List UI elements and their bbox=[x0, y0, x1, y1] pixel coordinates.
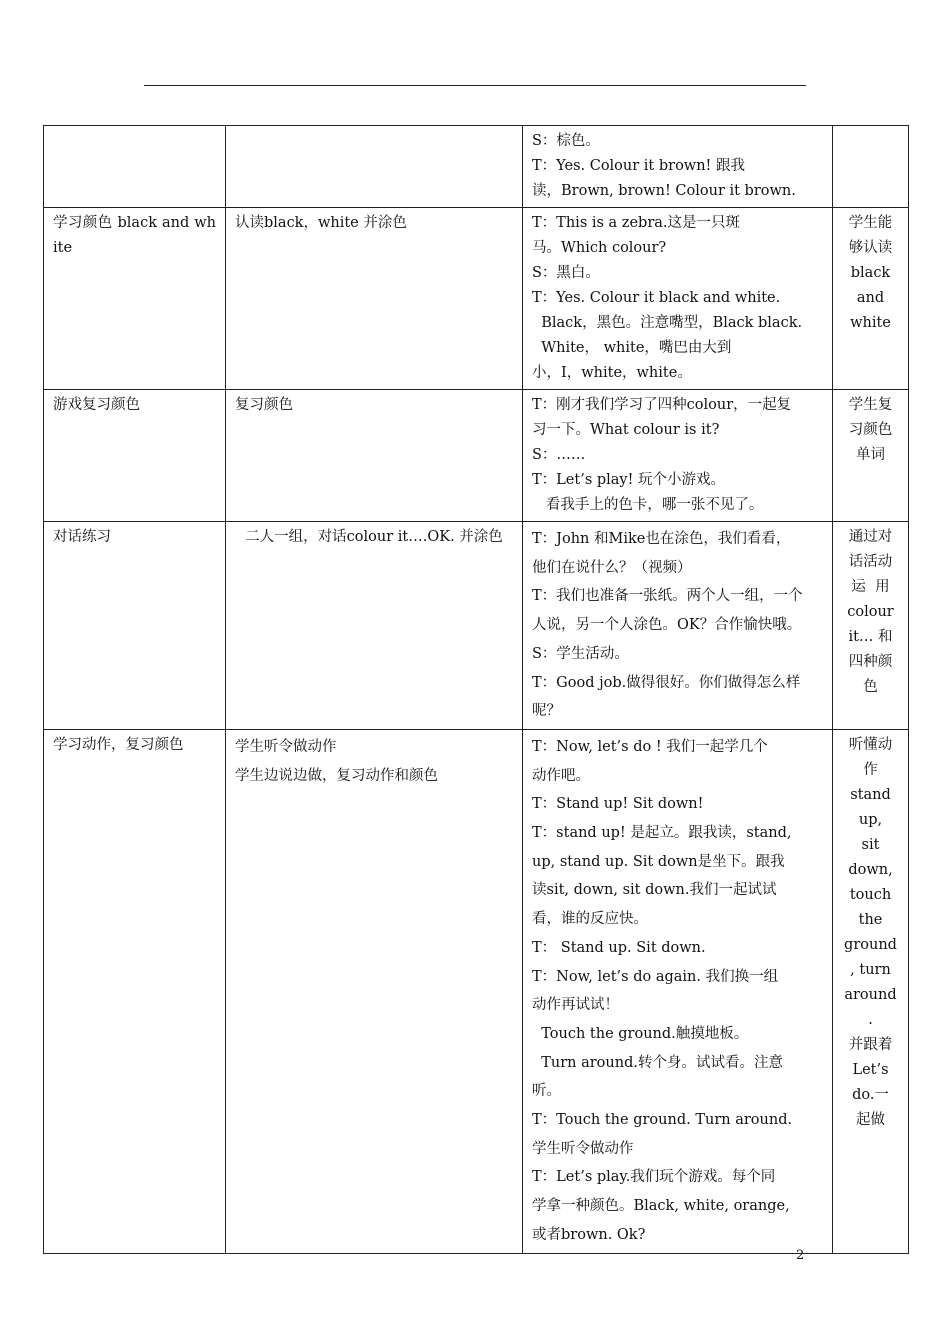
goal-line: 色 bbox=[863, 679, 878, 695]
student-activity-cell bbox=[226, 390, 523, 522]
teacher-line: 人说，另一个人涂色。OK？合作愉快哦。 bbox=[532, 617, 802, 634]
table-row bbox=[44, 729, 909, 1253]
teacher-line: 看我手上的色卡，哪一张不见了。 bbox=[532, 497, 764, 513]
student-line: 学生听令做动作 bbox=[235, 738, 337, 755]
step-label: 游戏复习颜色 bbox=[53, 397, 140, 413]
goal-line: 并跟着 bbox=[848, 1036, 893, 1053]
step-cell bbox=[44, 522, 226, 730]
teacher-activity-cell bbox=[523, 729, 833, 1253]
teacher-line: S：棕色。 bbox=[532, 133, 600, 149]
teacher-line: T：Good job.做得很好。你们做得怎么样 bbox=[532, 674, 801, 691]
header-rule bbox=[144, 85, 806, 86]
teacher-line: 习一下。What colour is it? bbox=[532, 422, 720, 438]
step-cell bbox=[44, 126, 226, 208]
teacher-line: 动作吧。 bbox=[532, 767, 590, 784]
teacher-line: T：Touch the ground. Turn around. bbox=[532, 1112, 793, 1129]
student-line: 学生边说边做，复习动作和颜色 bbox=[235, 767, 438, 784]
goal-line: 运 用 bbox=[851, 579, 890, 595]
goal-line: 够认读 bbox=[848, 240, 893, 256]
student-line: 认读black，white 并涂色 bbox=[235, 215, 407, 231]
teacher-line: T：Yes. Colour it black and white. bbox=[532, 290, 781, 306]
goal-line: ground bbox=[844, 936, 897, 953]
teacher-line: up, stand up. Sit down是坐下。跟我 bbox=[532, 853, 785, 870]
student-line: 复习颜色 bbox=[235, 397, 293, 413]
goal-cell bbox=[833, 522, 909, 730]
teacher-line: T：Yes. Colour it brown! 跟我 bbox=[532, 158, 745, 174]
goal-cell bbox=[833, 729, 909, 1253]
teacher-line: S：黑白。 bbox=[532, 265, 600, 281]
teacher-activity-cell bbox=[523, 126, 833, 208]
goal-line: up, bbox=[858, 811, 883, 828]
goal-line: 学生能 bbox=[848, 215, 893, 231]
goal-line: 起做 bbox=[856, 1111, 885, 1128]
teacher-activity-cell bbox=[523, 390, 833, 522]
table-row bbox=[44, 390, 909, 522]
step-label: 学习动作，复习颜色 bbox=[53, 736, 184, 753]
goal-line: . bbox=[868, 1011, 873, 1028]
goal-cell bbox=[833, 208, 909, 390]
table-row bbox=[44, 126, 909, 208]
teacher-line: 读，Brown, brown! Colour it brown. bbox=[532, 183, 796, 199]
step-cell bbox=[44, 208, 226, 390]
goal-line: 作 bbox=[863, 761, 878, 778]
goal-line: the bbox=[858, 911, 883, 928]
goal-line: 学生复 bbox=[848, 397, 893, 413]
teacher-line: 他们在说什么？（视频） bbox=[532, 559, 692, 576]
teacher-line: Black，黑色。注意嘴型，Black black. bbox=[532, 315, 803, 331]
goal-line: it… 和 bbox=[848, 629, 893, 645]
goal-line: white bbox=[850, 315, 891, 331]
goal-line: 单词 bbox=[856, 447, 885, 463]
goal-line: sit bbox=[861, 836, 880, 853]
student-activity-cell bbox=[226, 126, 523, 208]
student-activity-cell bbox=[226, 522, 523, 730]
goal-line: 听懂动 bbox=[848, 736, 893, 753]
goal-line: touch bbox=[849, 886, 892, 903]
goal-line: down, bbox=[848, 861, 893, 878]
page-number: 2 bbox=[796, 1248, 805, 1263]
goal-line: do.一 bbox=[852, 1086, 889, 1103]
goal-cell bbox=[833, 126, 909, 208]
goal-line: 四种颜 bbox=[848, 654, 893, 670]
teacher-line: 或者brown. Ok? bbox=[532, 1226, 646, 1243]
teacher-activity-cell bbox=[523, 522, 833, 730]
step-cell bbox=[44, 729, 226, 1253]
goal-line: 习颜色 bbox=[848, 422, 893, 438]
teacher-line: T：John 和Mike也在涂色，我们看看， bbox=[532, 531, 791, 547]
teacher-line: S：…… bbox=[532, 447, 586, 463]
teacher-line: T：stand up! 是起立。跟我读，stand, bbox=[532, 825, 792, 842]
teacher-line: T：我们也准备一张纸。两个人一组，一个 bbox=[532, 588, 803, 605]
goal-line: 通过对 bbox=[848, 529, 893, 545]
table-row bbox=[44, 208, 909, 390]
student-activity-cell bbox=[226, 208, 523, 390]
goal-line: , turn bbox=[850, 961, 891, 978]
teacher-line: S：学生活动。 bbox=[532, 645, 629, 662]
teacher-line: 看，谁的反应快。 bbox=[532, 911, 648, 928]
teacher-line: Touch the ground.触摸地板。 bbox=[532, 1025, 749, 1042]
goal-line: black bbox=[850, 265, 891, 281]
step-label: 学习颜色 black and white bbox=[53, 215, 216, 256]
goal-cell bbox=[833, 390, 909, 522]
teacher-line: 小，I，white，white。 bbox=[532, 365, 692, 381]
table-row bbox=[44, 522, 909, 730]
teacher-line: Turn around.转个身。试试看。注意 bbox=[532, 1054, 783, 1071]
step-label: 对话练习 bbox=[53, 529, 111, 545]
teacher-line: White， white，嘴巴由大到 bbox=[532, 340, 732, 356]
teacher-line: T：Now, let’s do again. 我们换一组 bbox=[532, 968, 779, 985]
teacher-line: 马。Which colour? bbox=[532, 240, 667, 256]
teacher-line: T： Stand up. Sit down. bbox=[532, 939, 706, 956]
teacher-line: 学生听令做动作 bbox=[532, 1140, 634, 1157]
teacher-line: T：This is a zebra.这是一只斑 bbox=[532, 215, 740, 231]
goal-line: Let’s bbox=[852, 1061, 889, 1078]
student-activity-cell bbox=[226, 729, 523, 1253]
student-line: 二人一组，对话colour it….OK. 并涂色 bbox=[245, 529, 503, 545]
lesson-plan-table bbox=[43, 125, 909, 1254]
teacher-line: T：Now, let’s do ! 我们一起学几个 bbox=[532, 738, 768, 755]
goal-line: around bbox=[844, 986, 897, 1003]
teacher-line: T：Stand up! Sit down! bbox=[532, 796, 704, 813]
teacher-line: 听。 bbox=[532, 1083, 561, 1100]
teacher-line: T：刚才我们学习了四种colour，一起复 bbox=[532, 397, 792, 413]
step-cell bbox=[44, 390, 226, 522]
teacher-line: T：Let’s play.我们玩个游戏。每个同 bbox=[532, 1169, 776, 1186]
goal-line: colour bbox=[847, 604, 894, 620]
teacher-line: 动作再试试！ bbox=[532, 997, 619, 1014]
teacher-line: 学拿一种颜色。Black, white, orange, bbox=[532, 1198, 790, 1215]
teacher-line: 呢？ bbox=[532, 703, 561, 720]
teacher-line: 读sit, down, sit down.我们一起试试 bbox=[532, 882, 777, 899]
teacher-line: T：Let’s play! 玩个小游戏。 bbox=[532, 472, 726, 488]
goal-line: 话活动 bbox=[848, 554, 893, 570]
goal-line: stand bbox=[850, 786, 891, 803]
goal-line: and bbox=[856, 290, 885, 306]
teacher-activity-cell bbox=[523, 208, 833, 390]
